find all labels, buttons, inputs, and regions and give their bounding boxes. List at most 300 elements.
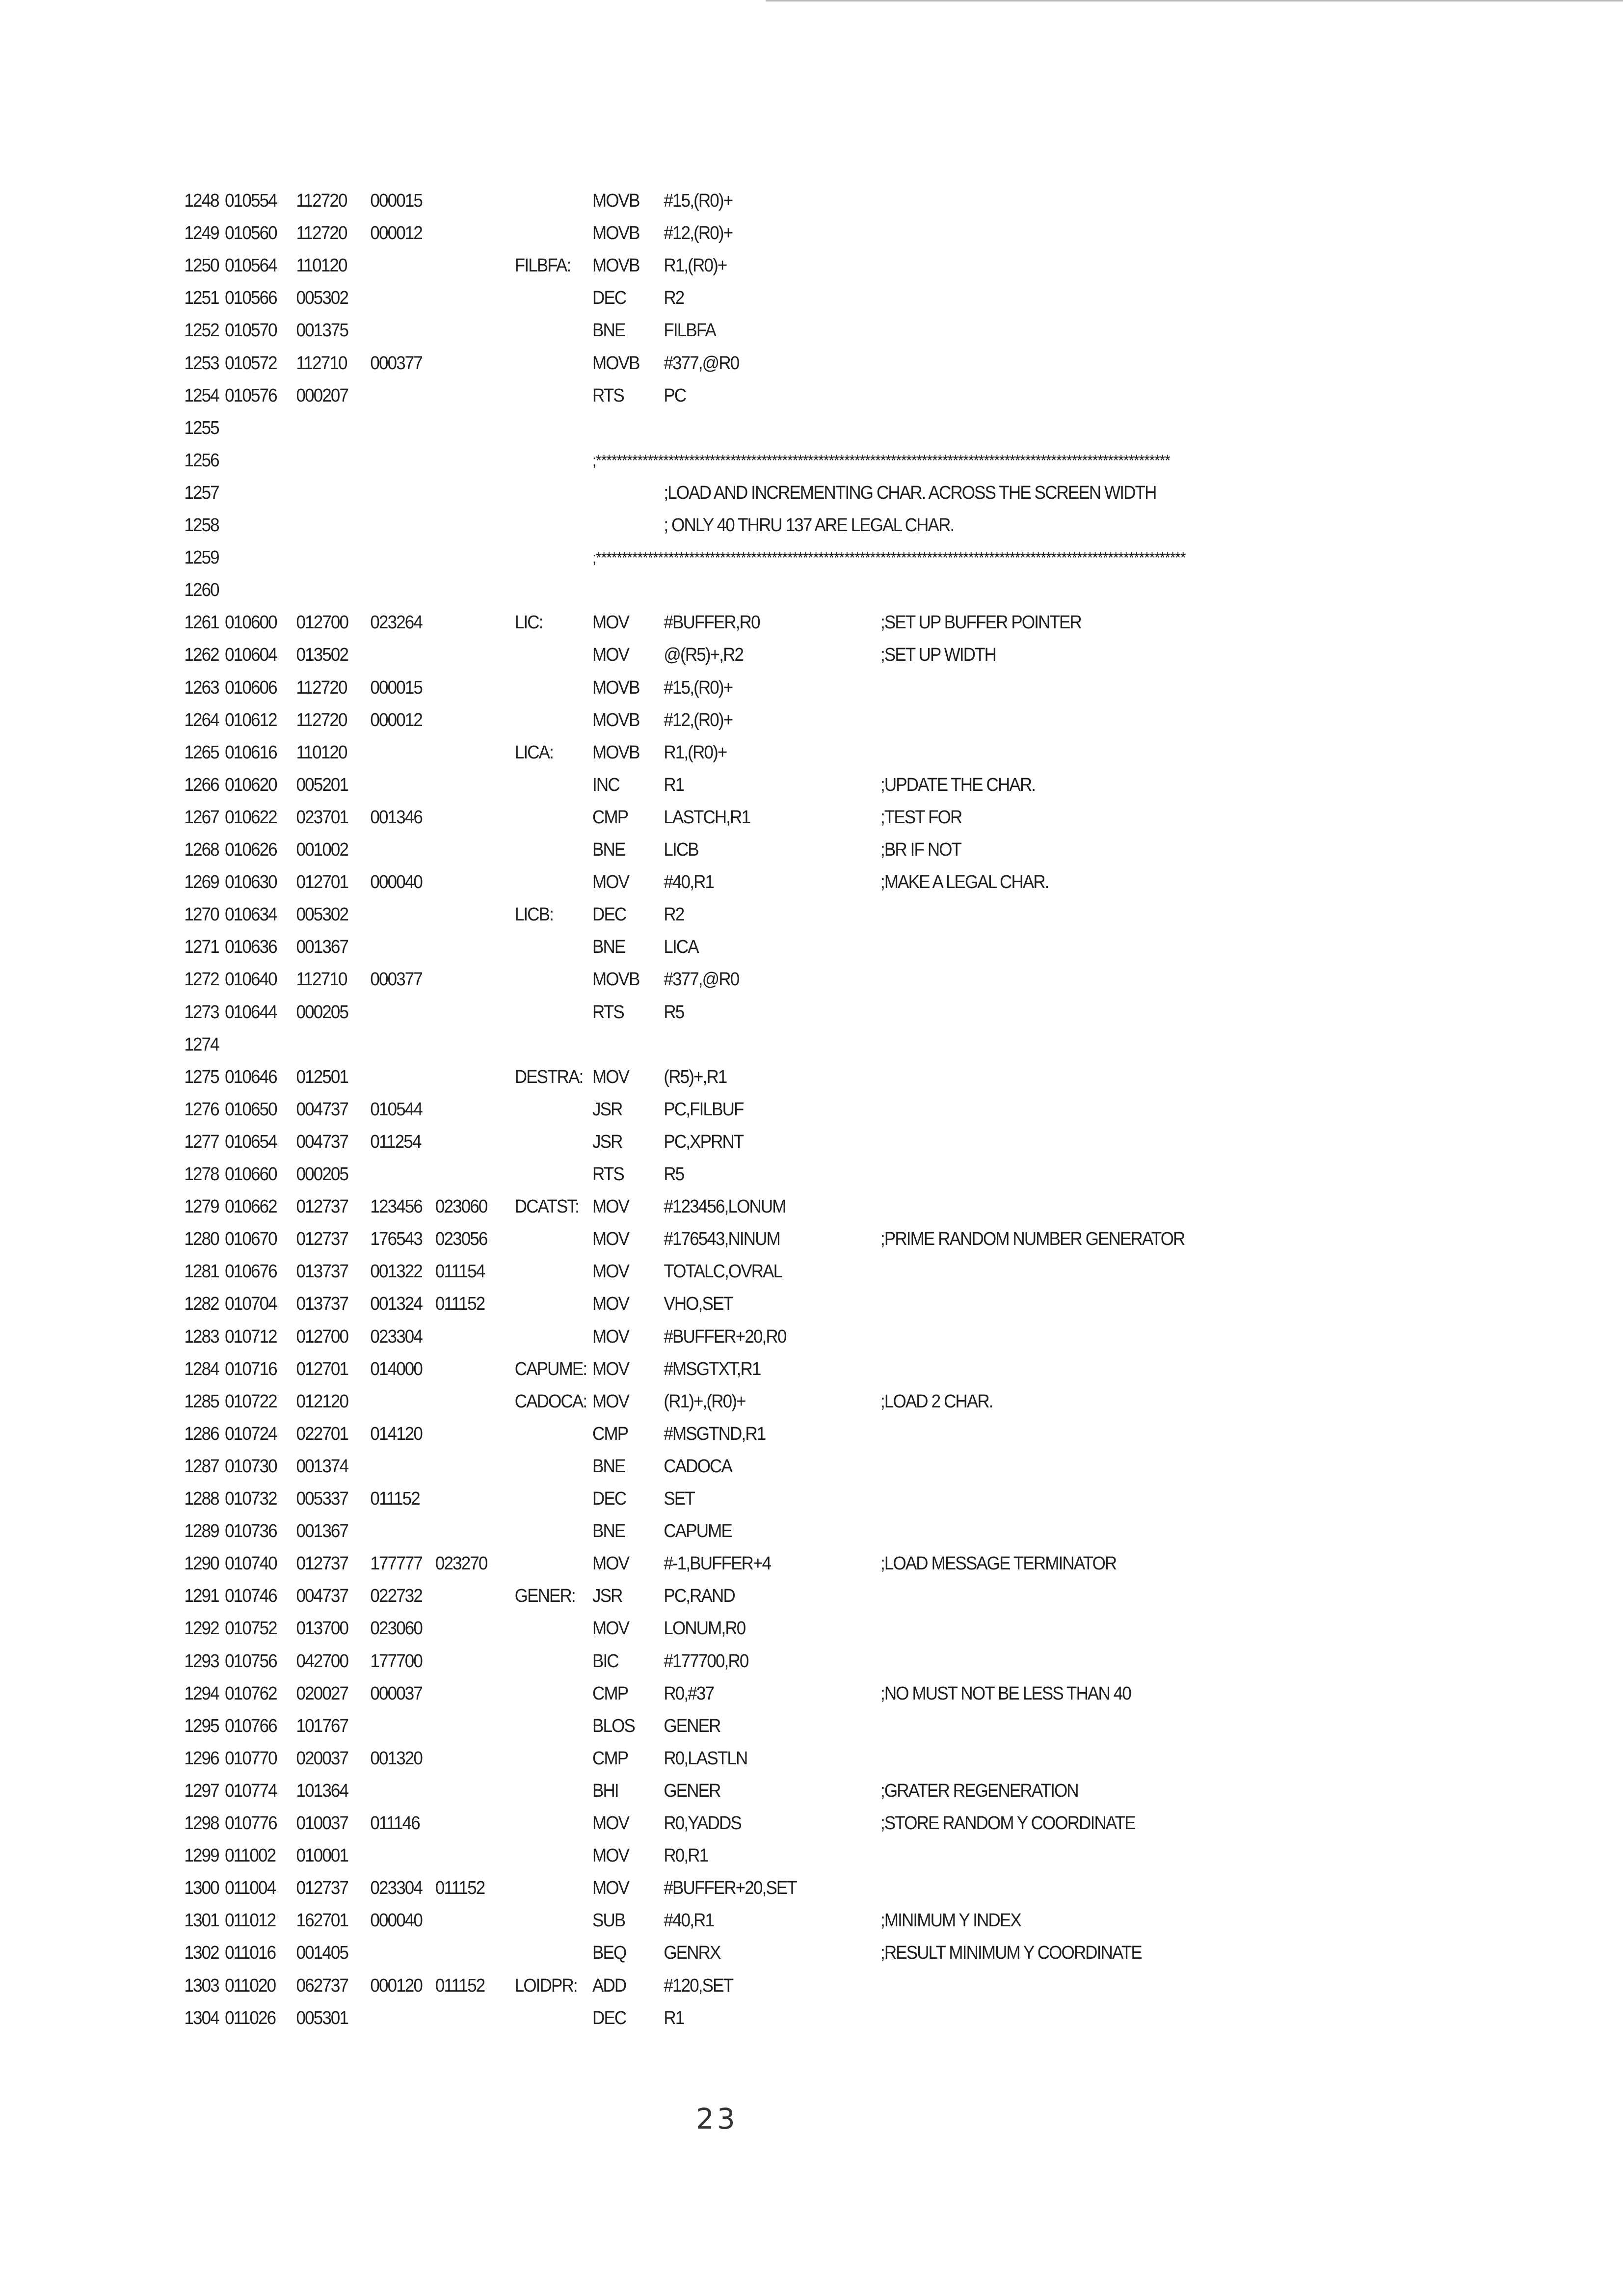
operand: #40,R1 [664, 1910, 714, 1931]
line-number: 1300 [184, 1878, 219, 1899]
source-label: LICA: [514, 742, 554, 763]
opcode: BNE [592, 320, 625, 341]
listing-line [0, 477, 1493, 509]
address: 010634 [225, 904, 277, 925]
comment: ;PRIME RANDOM NUMBER GENERATOR [880, 1229, 1185, 1250]
line-number: 1276 [184, 1099, 219, 1120]
object-word-1: 110120 [296, 255, 347, 276]
opcode: BHI [592, 1780, 618, 1801]
operand: R2 [664, 288, 684, 309]
opcode: MOV [592, 1261, 629, 1282]
opcode: DEC [592, 288, 626, 309]
operand: R5 [664, 1001, 684, 1023]
line-number: 1297 [184, 1780, 219, 1801]
listing-line [0, 1775, 1493, 1807]
line-number: 1303 [184, 1975, 219, 1996]
opcode: ADD [592, 1975, 626, 1996]
listing-line [0, 282, 1493, 314]
comment: ;MAKE A LEGAL CHAR. [880, 872, 1049, 893]
line-number: 1268 [184, 839, 219, 860]
object-word-1: 112710 [296, 352, 347, 374]
opcode: MOVB [592, 742, 639, 763]
listing-line [0, 769, 1493, 801]
line-number: 1262 [184, 645, 219, 666]
opcode: MOV [592, 872, 629, 893]
object-word-3: 023056 [435, 1229, 487, 1250]
address: 010752 [225, 1618, 277, 1639]
operand: PC,XPRNT [664, 1131, 744, 1152]
address: 010600 [225, 612, 277, 633]
operand: #120,SET [664, 1975, 733, 1996]
object-word-1: 112710 [296, 969, 347, 990]
listing-line [0, 1872, 1493, 1904]
opcode: CMP [592, 1748, 628, 1769]
line-number: 1260 [184, 580, 219, 601]
line-number: 1274 [184, 1034, 219, 1055]
opcode: BNE [592, 1521, 625, 1542]
opcode: MOV [592, 1196, 629, 1217]
opcode: DEC [592, 904, 626, 925]
listing-line [0, 1158, 1493, 1190]
listing-line [0, 2002, 1493, 2034]
address: 010646 [225, 1066, 277, 1087]
address: 010712 [225, 1326, 277, 1347]
address: 010670 [225, 1229, 277, 1250]
object-word-1: 001374 [296, 1456, 348, 1477]
object-word-2: 001322 [370, 1261, 423, 1282]
comment: ;RESULT MINIMUM Y COORDINATE [880, 1943, 1142, 1964]
operand: R0,R1 [664, 1845, 708, 1866]
opcode: MOV [592, 1066, 629, 1087]
operand: #177700,R0 [664, 1650, 748, 1672]
address: 010716 [225, 1358, 277, 1379]
opcode: MOV [592, 1229, 629, 1250]
object-word-3: 011154 [435, 1261, 485, 1282]
address: 011004 [225, 1878, 276, 1899]
block-comment: ; ONLY 40 THRU 137 ARE LEGAL CHAR. [664, 515, 954, 536]
line-number: 1259 [184, 547, 219, 568]
object-word-2: 001324 [370, 1294, 423, 1315]
object-word-1: 013502 [296, 645, 348, 666]
object-word-2: 022732 [370, 1586, 423, 1607]
opcode: CMP [592, 1423, 628, 1444]
opcode: MOV [592, 645, 629, 666]
object-word-2: 011152 [370, 1488, 420, 1509]
operand: #15,(R0)+ [664, 190, 733, 211]
opcode: DEC [592, 2007, 626, 2028]
object-word-1: 004737 [296, 1131, 348, 1152]
source-label: FILBFA: [514, 255, 571, 276]
operand: PC [664, 385, 686, 406]
operand: #15,(R0)+ [664, 677, 733, 698]
object-word-2: 000120 [370, 1975, 423, 1996]
object-word-2: 023304 [370, 1878, 423, 1899]
operand: #123456,LONUM [664, 1196, 786, 1217]
line-number: 1278 [184, 1164, 219, 1185]
address: 010576 [225, 385, 277, 406]
object-word-1: 012737 [296, 1878, 348, 1899]
listing-line [0, 1093, 1493, 1126]
object-word-1: 112720 [296, 709, 347, 730]
object-word-1: 010001 [296, 1845, 348, 1866]
address: 010644 [225, 1001, 277, 1023]
object-word-2: 000377 [370, 969, 423, 990]
object-word-2: 011146 [370, 1813, 420, 1834]
listing-line [0, 1223, 1493, 1255]
line-number: 1250 [184, 255, 219, 276]
line-number: 1279 [184, 1196, 219, 1217]
object-word-2: 000015 [370, 190, 423, 211]
operand: LASTCH,R1 [664, 807, 750, 828]
line-number: 1293 [184, 1650, 219, 1672]
source-label: LICB: [514, 904, 554, 925]
address: 010604 [225, 645, 277, 666]
address: 010740 [225, 1553, 277, 1574]
object-word-1: 001405 [296, 1943, 348, 1964]
listing-line [0, 1515, 1493, 1547]
listing-line [0, 801, 1493, 834]
object-word-3: 023060 [435, 1196, 487, 1217]
listing-line [0, 672, 1493, 704]
address: 010572 [225, 352, 277, 374]
object-word-3: 023270 [435, 1553, 487, 1574]
opcode: MOV [592, 1294, 629, 1315]
object-word-1: 013737 [296, 1261, 348, 1282]
line-number: 1273 [184, 1001, 219, 1023]
address: 011026 [225, 2007, 276, 2028]
listing-line [0, 1839, 1493, 1872]
line-number: 1263 [184, 677, 219, 698]
opcode: BLOS [592, 1715, 635, 1736]
line-number: 1266 [184, 774, 219, 795]
line-number: 1298 [184, 1813, 219, 1834]
object-word-1: 112720 [296, 677, 347, 698]
line-number: 1280 [184, 1229, 219, 1250]
listing-line [0, 963, 1493, 996]
line-number: 1261 [184, 612, 219, 633]
object-word-2: 000377 [370, 352, 423, 374]
line-number: 1272 [184, 969, 219, 990]
line-number: 1254 [184, 385, 219, 406]
line-number: 1269 [184, 872, 219, 893]
line-number: 1288 [184, 1488, 219, 1509]
line-number: 1281 [184, 1261, 219, 1282]
operand: #40,R1 [664, 872, 714, 893]
operand: R1,(R0)+ [664, 742, 727, 763]
opcode: MOVB [592, 969, 639, 990]
operand: SET [664, 1488, 694, 1509]
address: 010606 [225, 677, 277, 698]
operand: #176543,NINUM [664, 1229, 780, 1250]
object-word-1: 162701 [296, 1910, 348, 1931]
address: 010776 [225, 1813, 277, 1834]
listing-line [0, 834, 1493, 866]
object-word-2: 000040 [370, 872, 423, 893]
line-number: 1255 [184, 417, 219, 438]
object-word-2: 000015 [370, 677, 423, 698]
opcode: MOV [592, 1813, 629, 1834]
object-word-2: 001320 [370, 1748, 423, 1769]
listing-line [0, 704, 1493, 736]
address: 010736 [225, 1521, 277, 1542]
object-word-2: 177777 [370, 1553, 423, 1574]
object-word-1: 020037 [296, 1748, 348, 1769]
separator-comment: ;*************************************************************************************************************** [592, 451, 1170, 469]
operand: R2 [664, 904, 684, 925]
source-label: CAPUME: [514, 1358, 587, 1379]
object-word-1: 023701 [296, 807, 348, 828]
opcode: MOVB [592, 190, 639, 211]
line-number: 1258 [184, 515, 219, 536]
listing-line [0, 736, 1493, 769]
object-word-2: 177700 [370, 1650, 423, 1672]
object-word-2: 011254 [370, 1131, 421, 1152]
opcode: MOVB [592, 223, 639, 244]
comment: ;NO MUST NOT BE LESS THAN 40 [880, 1683, 1131, 1704]
object-word-1: 013737 [296, 1294, 348, 1315]
object-word-1: 012737 [296, 1553, 348, 1574]
object-word-2: 176543 [370, 1229, 423, 1250]
listing-line [0, 509, 1493, 541]
source-label: LIC: [514, 612, 543, 633]
address: 010620 [225, 774, 277, 795]
line-number: 1294 [184, 1683, 219, 1704]
line-number: 1301 [184, 1910, 219, 1931]
line-number: 1264 [184, 709, 219, 730]
source-label: LOIDPR: [514, 1975, 577, 1996]
opcode: BEQ [592, 1943, 626, 1964]
operand: #BUFFER,R0 [664, 612, 760, 633]
object-word-1: 012737 [296, 1229, 348, 1250]
opcode: MOV [592, 1391, 629, 1412]
listing-line [0, 1742, 1493, 1775]
opcode: RTS [592, 1001, 624, 1023]
operand: #MSGTND,R1 [664, 1423, 766, 1444]
address: 010622 [225, 807, 277, 828]
opcode: JSR [592, 1131, 622, 1152]
object-word-3: 011152 [435, 1878, 485, 1899]
object-word-1: 004737 [296, 1099, 348, 1120]
listing-line [0, 1807, 1493, 1839]
operand: CADOCA [664, 1456, 732, 1477]
address: 010612 [225, 709, 277, 730]
object-word-1: 001375 [296, 320, 348, 341]
line-number: 1267 [184, 807, 219, 828]
object-word-2: 123456 [370, 1196, 423, 1217]
object-word-1: 110120 [296, 742, 347, 763]
listing-line [0, 1612, 1493, 1645]
line-number: 1256 [184, 450, 219, 471]
operand: @(R5)+,R2 [664, 645, 744, 666]
operand: #BUFFER+20,SET [664, 1878, 797, 1899]
operand: R1 [664, 774, 684, 795]
listing-line [0, 1255, 1493, 1288]
object-word-1: 012120 [296, 1391, 348, 1412]
line-number: 1275 [184, 1066, 219, 1087]
operand: R1,(R0)+ [664, 255, 727, 276]
operand: #377,@R0 [664, 969, 739, 990]
address: 010654 [225, 1131, 277, 1152]
object-word-1: 112720 [296, 223, 347, 244]
listing-line [0, 1450, 1493, 1483]
object-word-2: 014120 [370, 1423, 423, 1444]
operand: #BUFFER+20,R0 [664, 1326, 786, 1347]
line-number: 1257 [184, 482, 219, 503]
opcode: MOV [592, 1618, 629, 1639]
operand: PC,RAND [664, 1586, 735, 1607]
address: 010626 [225, 839, 277, 860]
listing-line [0, 1190, 1493, 1223]
line-number: 1277 [184, 1131, 219, 1152]
object-word-1: 010037 [296, 1813, 348, 1834]
object-word-1: 005201 [296, 774, 348, 795]
object-word-2: 000037 [370, 1683, 423, 1704]
address: 010756 [225, 1650, 277, 1672]
operand: #-1,BUFFER+4 [664, 1553, 771, 1574]
operand: LICA [664, 937, 698, 958]
line-number: 1287 [184, 1456, 219, 1477]
object-word-1: 112720 [296, 190, 347, 211]
listing-line [0, 1418, 1493, 1450]
opcode: BNE [592, 1456, 625, 1477]
operand: (R5)+,R1 [664, 1066, 727, 1087]
object-word-1: 000207 [296, 385, 348, 406]
object-word-2: 000040 [370, 1910, 423, 1931]
listing-line [0, 444, 1493, 477]
opcode: CMP [592, 1683, 628, 1704]
address: 010636 [225, 937, 277, 958]
line-number: 1302 [184, 1943, 219, 1964]
operand: R0,#37 [664, 1683, 714, 1704]
address: 010650 [225, 1099, 277, 1120]
listing-line [0, 412, 1493, 444]
operand: LONUM,R0 [664, 1618, 745, 1639]
line-number: 1291 [184, 1586, 219, 1607]
operand: #MSGTXT,R1 [664, 1358, 761, 1379]
line-number: 1289 [184, 1521, 219, 1542]
source-label: DESTRA: [514, 1066, 583, 1087]
address: 010762 [225, 1683, 277, 1704]
address: 010560 [225, 223, 277, 244]
line-number: 1249 [184, 223, 219, 244]
opcode: MOVB [592, 255, 639, 276]
address: 010732 [225, 1488, 277, 1509]
address: 010564 [225, 255, 277, 276]
address: 011016 [225, 1943, 276, 1964]
address: 010554 [225, 190, 277, 211]
operand: #377,@R0 [664, 352, 739, 374]
line-number: 1290 [184, 1553, 219, 1574]
block-comment: ;LOAD AND INCREMENTING CHAR. ACROSS THE SCREEN WIDTH [664, 482, 1156, 503]
listing-line [0, 1580, 1493, 1612]
object-word-3: 011152 [435, 1294, 485, 1315]
line-number: 1296 [184, 1748, 219, 1769]
comment: ;TEST FOR [880, 807, 962, 828]
comment: ;SET UP BUFFER POINTER [880, 612, 1081, 633]
object-word-2: 014000 [370, 1358, 423, 1379]
operand: (R1)+,(R0)+ [664, 1391, 745, 1412]
opcode: MOV [592, 1326, 629, 1347]
opcode: MOVB [592, 352, 639, 374]
source-label: GENER: [514, 1586, 575, 1607]
operand: R1 [664, 2007, 684, 2028]
line-number: 1292 [184, 1618, 219, 1639]
line-number: 1271 [184, 937, 219, 958]
source-label: DCATST: [514, 1196, 579, 1217]
listing-line [0, 1126, 1493, 1158]
comment: ;LOAD MESSAGE TERMINATOR [880, 1553, 1117, 1574]
listing-line [0, 249, 1493, 282]
line-number: 1295 [184, 1715, 219, 1736]
object-word-1: 000205 [296, 1164, 348, 1185]
object-word-1: 005337 [296, 1488, 348, 1509]
listing-line [0, 314, 1493, 347]
opcode: MOV [592, 1358, 629, 1379]
operand: VHO,SET [664, 1294, 733, 1315]
listing-line [0, 1353, 1493, 1385]
page-number: 23 [696, 2102, 738, 2135]
listing-line [0, 1061, 1493, 1093]
opcode: MOV [592, 1845, 629, 1866]
listing-line [0, 1645, 1493, 1677]
object-word-1: 101364 [296, 1780, 348, 1801]
object-word-2: 023304 [370, 1326, 423, 1347]
address: 010766 [225, 1715, 277, 1736]
object-word-1: 012501 [296, 1066, 348, 1087]
opcode: BNE [592, 839, 625, 860]
opcode: DEC [592, 1488, 626, 1509]
address: 010770 [225, 1748, 277, 1769]
comment: ;BR IF NOT [880, 839, 961, 860]
line-number: 1283 [184, 1326, 219, 1347]
listing-line [0, 866, 1493, 898]
object-word-1: 020027 [296, 1683, 348, 1704]
address: 010704 [225, 1294, 277, 1315]
line-number: 1284 [184, 1358, 219, 1379]
operand: #12,(R0)+ [664, 709, 733, 730]
listing-line [0, 1904, 1493, 1937]
line-number: 1265 [184, 742, 219, 763]
opcode: MOVB [592, 709, 639, 730]
listing-line [0, 1710, 1493, 1742]
line-number: 1299 [184, 1845, 219, 1866]
listing-line [0, 1677, 1493, 1710]
object-word-2: 023060 [370, 1618, 423, 1639]
object-word-2: 010544 [370, 1099, 423, 1120]
listing-line [0, 541, 1493, 574]
operand: #12,(R0)+ [664, 223, 733, 244]
line-number: 1286 [184, 1423, 219, 1444]
opcode: JSR [592, 1099, 622, 1120]
opcode: BIC [592, 1650, 618, 1672]
line-number: 1251 [184, 288, 219, 309]
opcode: JSR [592, 1586, 622, 1607]
line-number: 1253 [184, 352, 219, 374]
opcode: MOV [592, 1878, 629, 1899]
address: 010660 [225, 1164, 277, 1185]
line-number: 1270 [184, 904, 219, 925]
listing-line [0, 379, 1493, 412]
operand: LICB [664, 839, 698, 860]
separator-comment: ;****************************************************************************************************************** [592, 549, 1186, 567]
opcode: BNE [592, 937, 625, 958]
object-word-1: 001367 [296, 1521, 348, 1542]
object-word-3: 011152 [435, 1975, 485, 1996]
address: 011012 [225, 1910, 276, 1931]
object-word-1: 101767 [296, 1715, 348, 1736]
object-word-1: 062737 [296, 1975, 348, 1996]
object-word-1: 012701 [296, 1358, 348, 1379]
